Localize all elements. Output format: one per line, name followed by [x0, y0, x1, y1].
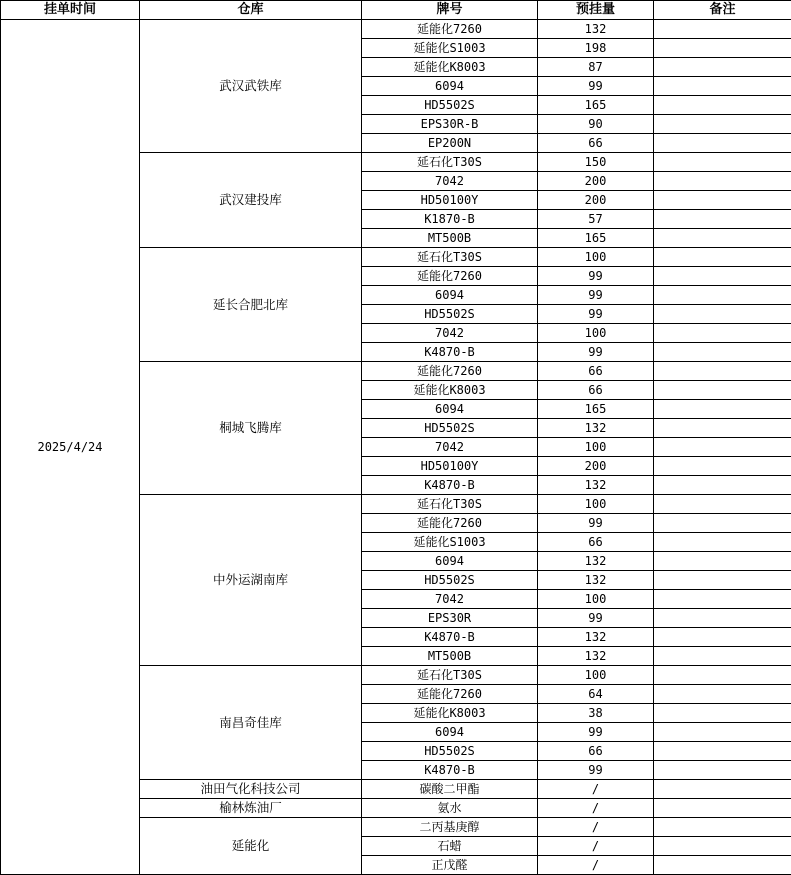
grade-cell: 氨水 [362, 799, 538, 818]
grade-cell: 延能化7260 [362, 685, 538, 704]
remark-cell [654, 495, 791, 514]
remark-cell [654, 305, 791, 324]
qty-cell: 66 [538, 533, 654, 552]
table-body [1, 20, 791, 875]
qty-cell: 66 [538, 134, 654, 153]
remark-cell [654, 685, 791, 704]
header-warehouse: 仓库 [140, 1, 362, 20]
remark-cell [654, 438, 791, 457]
warehouse-cell: 桐城飞腾库 [140, 362, 362, 495]
qty-cell: 57 [538, 210, 654, 229]
remark-cell [654, 362, 791, 381]
grade-cell: 延能化7260 [362, 362, 538, 381]
grade-cell: HD5502S [362, 96, 538, 115]
remark-cell [654, 400, 791, 419]
warehouse-cell: 延长合肥北库 [140, 248, 362, 362]
grade-cell: 二丙基庚醇 [362, 818, 538, 837]
grade-cell: 延石化T30S [362, 153, 538, 172]
grade-cell: K1870-B [362, 210, 538, 229]
grade-cell: HD50100Y [362, 191, 538, 210]
remark-cell [654, 647, 791, 666]
qty-cell: / [538, 799, 654, 818]
remark-cell [654, 514, 791, 533]
grade-cell: 延能化K8003 [362, 58, 538, 77]
qty-cell: 165 [538, 96, 654, 115]
grade-cell: 延能化S1003 [362, 533, 538, 552]
remark-cell [654, 419, 791, 438]
qty-cell: 198 [538, 39, 654, 58]
qty-cell: 132 [538, 552, 654, 571]
header-grade: 牌号 [362, 1, 538, 20]
grade-cell: 正戊醛 [362, 856, 538, 875]
grade-cell: HD50100Y [362, 457, 538, 476]
remark-cell [654, 134, 791, 153]
remark-cell [654, 666, 791, 685]
qty-cell: 66 [538, 381, 654, 400]
remark-cell [654, 856, 791, 875]
warehouse-cell: 油田气化科技公司 [140, 780, 362, 799]
remark-cell [654, 229, 791, 248]
remark-cell [654, 58, 791, 77]
remark-cell [654, 286, 791, 305]
remark-cell [654, 590, 791, 609]
warehouse-cell: 武汉建投库 [140, 153, 362, 248]
remark-cell [654, 381, 791, 400]
grade-cell: 6094 [362, 400, 538, 419]
warehouse-cell: 延能化 [140, 818, 362, 875]
qty-cell: / [538, 837, 654, 856]
grade-cell: 延石化T30S [362, 666, 538, 685]
grade-cell: HD5502S [362, 419, 538, 438]
grade-cell: EPS30R [362, 609, 538, 628]
qty-cell: 87 [538, 58, 654, 77]
table-row [1, 20, 791, 39]
grade-cell: K4870-B [362, 343, 538, 362]
qty-cell: 99 [538, 267, 654, 286]
remark-cell [654, 818, 791, 837]
grade-cell: 6094 [362, 552, 538, 571]
grade-cell: K4870-B [362, 628, 538, 647]
remark-cell [654, 115, 791, 134]
remark-cell [654, 248, 791, 267]
qty-cell: 165 [538, 229, 654, 248]
header-qty: 预挂量 [538, 1, 654, 20]
grade-cell: 7042 [362, 590, 538, 609]
remark-cell [654, 210, 791, 229]
grade-cell: HD5502S [362, 742, 538, 761]
listing-date-cell: 2025/4/24 [1, 20, 140, 875]
grade-cell: 6094 [362, 723, 538, 742]
remark-cell [654, 628, 791, 647]
remark-cell [654, 799, 791, 818]
grade-cell: EP200N [362, 134, 538, 153]
qty-cell: 99 [538, 343, 654, 362]
warehouse-cell: 南昌奇佳库 [140, 666, 362, 780]
header-remark: 备注 [654, 1, 791, 20]
qty-cell: 99 [538, 286, 654, 305]
grade-cell: HD5502S [362, 571, 538, 590]
qty-cell: 132 [538, 647, 654, 666]
remark-cell [654, 96, 791, 115]
qty-cell: 99 [538, 514, 654, 533]
qty-cell: 66 [538, 742, 654, 761]
qty-cell: 132 [538, 419, 654, 438]
grade-cell: 延能化S1003 [362, 39, 538, 58]
grade-cell: 延能化7260 [362, 20, 538, 39]
header-time: 挂单时间 [1, 1, 140, 20]
qty-cell: 150 [538, 153, 654, 172]
grade-cell: 6094 [362, 286, 538, 305]
qty-cell: 165 [538, 400, 654, 419]
qty-cell: 100 [538, 495, 654, 514]
grade-cell: 7042 [362, 438, 538, 457]
remark-cell [654, 457, 791, 476]
qty-cell: 99 [538, 723, 654, 742]
grade-cell: K4870-B [362, 476, 538, 495]
warehouse-cell: 武汉武铁库 [140, 20, 362, 153]
qty-cell: 38 [538, 704, 654, 723]
grade-cell: MT500B [362, 647, 538, 666]
grade-cell: 延能化K8003 [362, 381, 538, 400]
qty-cell: 99 [538, 761, 654, 780]
warehouse-cell: 榆林炼油厂 [140, 799, 362, 818]
qty-cell: 90 [538, 115, 654, 134]
grade-cell: 延石化T30S [362, 495, 538, 514]
qty-cell: 132 [538, 628, 654, 647]
remark-cell [654, 780, 791, 799]
remark-cell [654, 343, 791, 362]
qty-cell: / [538, 818, 654, 837]
remark-cell [654, 723, 791, 742]
remark-cell [654, 267, 791, 286]
remark-cell [654, 761, 791, 780]
remark-cell [654, 20, 791, 39]
qty-cell: 66 [538, 362, 654, 381]
remark-cell [654, 476, 791, 495]
qty-cell: / [538, 856, 654, 875]
qty-cell: 100 [538, 666, 654, 685]
qty-cell: 200 [538, 172, 654, 191]
grade-cell: 碳酸二甲酯 [362, 780, 538, 799]
grade-cell: HD5502S [362, 305, 538, 324]
grade-cell: MT500B [362, 229, 538, 248]
remark-cell [654, 324, 791, 343]
remark-cell [654, 552, 791, 571]
qty-cell: 132 [538, 20, 654, 39]
grade-cell: 延能化K8003 [362, 704, 538, 723]
qty-cell: 100 [538, 438, 654, 457]
qty-cell: 100 [538, 324, 654, 343]
remark-cell [654, 191, 791, 210]
qty-cell: 100 [538, 590, 654, 609]
grade-cell: 石蜡 [362, 837, 538, 856]
remark-cell [654, 609, 791, 628]
grade-cell: K4870-B [362, 761, 538, 780]
grade-cell: 7042 [362, 172, 538, 191]
qty-cell: 99 [538, 77, 654, 96]
remark-cell [654, 704, 791, 723]
header-row [1, 1, 791, 20]
remark-cell [654, 533, 791, 552]
grade-cell: 延石化T30S [362, 248, 538, 267]
remark-cell [654, 39, 791, 58]
qty-cell: 200 [538, 191, 654, 210]
remark-cell [654, 153, 791, 172]
qty-cell: / [538, 780, 654, 799]
qty-cell: 99 [538, 609, 654, 628]
remark-cell [654, 172, 791, 191]
remark-cell [654, 742, 791, 761]
remark-cell [654, 77, 791, 96]
qty-cell: 132 [538, 571, 654, 590]
qty-cell: 100 [538, 248, 654, 267]
qty-cell: 132 [538, 476, 654, 495]
grade-cell: 延能化7260 [362, 514, 538, 533]
qty-cell: 200 [538, 457, 654, 476]
grade-cell: 6094 [362, 77, 538, 96]
remark-cell [654, 571, 791, 590]
grade-cell: 7042 [362, 324, 538, 343]
grade-cell: 延能化7260 [362, 267, 538, 286]
remark-cell [654, 837, 791, 856]
qty-cell: 64 [538, 685, 654, 704]
warehouse-cell: 中外运湖南库 [140, 495, 362, 666]
qty-cell: 99 [538, 305, 654, 324]
grade-cell: EPS30R-B [362, 115, 538, 134]
